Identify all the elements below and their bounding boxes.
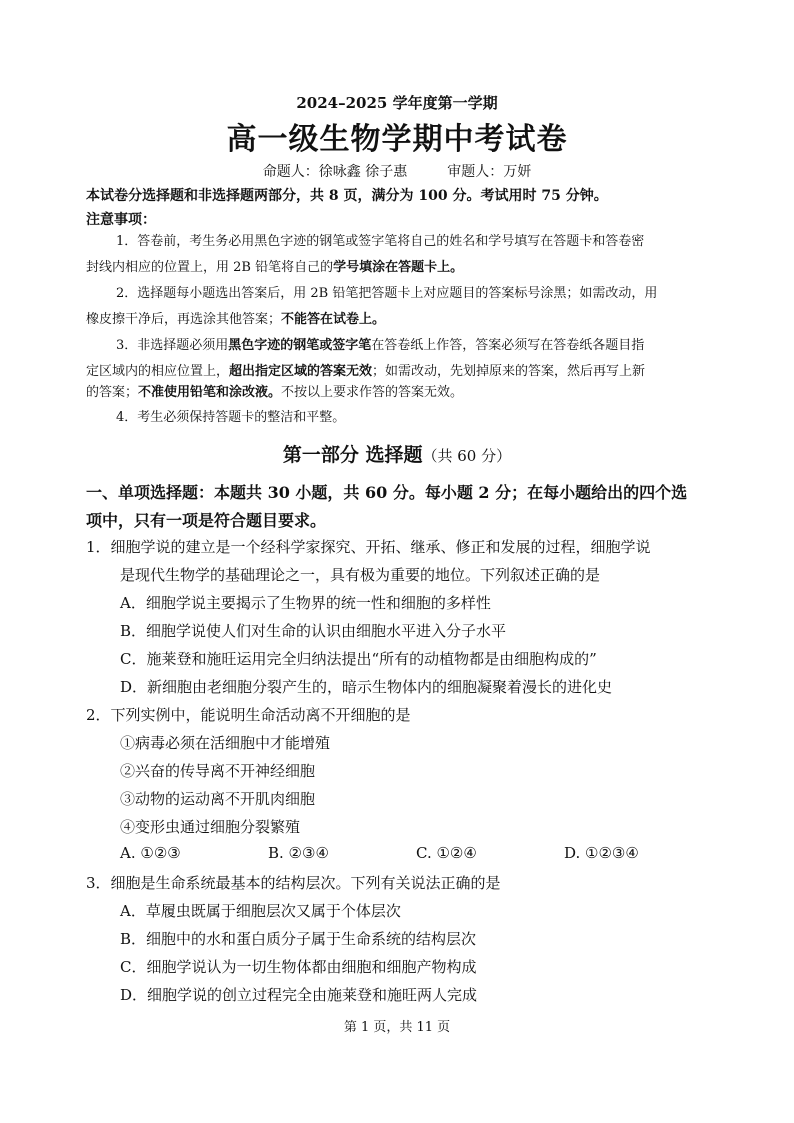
question-3-stem: 3．细胞是生命系统最基本的结构层次。下列有关说法正确的是 [86,874,501,892]
note-1-emphasis: 学号填涂在答题卡上。 [333,260,464,275]
section-heading-line-1: 一、单项选择题：本题共 30 小题，共 60 分。每小题 2 分；在每小题给出的四个选 [86,483,688,502]
question-3-option-b: B．细胞中的水和蛋白质分子属于生命系统的结构层次 [120,930,477,948]
question-2-item-1: ①病毒必须在活细胞中才能增殖 [120,734,331,752]
question-1-stem-line-2: 是现代生物学的基础理论之一，具有极为重要的地位。下列叙述正确的是 [120,566,601,584]
part-score: （共 60 分） [422,447,512,465]
note-3-text-d: ；如需改动，先划掉原来的答案，然后再写上新 [372,364,646,379]
note-3-emphasis-a: 黑色字迹的钢笔或签字笔 [228,338,372,353]
note-2-line-2 [86,307,385,333]
part-heading: 第一部分 选择题 [282,444,423,466]
note-3-emphasis-b: 超出指定区域的答案无效 [229,364,373,379]
note-2-line-1: 2．选择题每小题选出答案后，用 2B 铅笔把答题卡上对应题目的答案标号涂黑；如需改动，用 [116,286,658,301]
question-2-stem: 2．下列实例中，能说明生命活动离不开细胞的是 [86,706,411,724]
question-3-option-c: C．细胞学说认为一切生物体都由细胞和细胞产物构成 [120,958,477,976]
note-3-emphasis-c: 不准使用铅笔和涂改液。 [138,385,282,400]
question-1-option-b: B．细胞学说使人们对生命的认识由细胞水平进入分子水平 [120,622,507,640]
note-2-text: 橡皮擦干净后，再选涂其他答案； [86,312,282,327]
school-year: 2024–2025 学年度第一学期 [296,94,498,112]
question-2-item-3: ③动物的运动离不开肌肉细胞 [120,790,316,808]
question-2-option-b: B. ②③④ [268,844,329,862]
note-3-text-c: 定区域内的相应位置上， [86,364,230,379]
note-2-emphasis: 不能答在试卷上。 [281,312,386,327]
note-3-text-f: 不按以上要求作答的答案无效。 [281,385,464,400]
question-2-item-2: ②兴奋的传导离不开神经细胞 [120,762,316,780]
exam-title: 高一级生物学期中考试卷 [226,122,568,157]
question-3-option-d: D．细胞学说的创立过程完全由施莱登和施旺两人完成 [120,986,478,1004]
question-1-option-d: D．新细胞由老细胞分裂产生的，暗示生物体内的细胞凝聚着漫长的进化史 [120,678,613,696]
note-3-text-a: 3．非选择题必须用 [116,338,229,353]
question-1-stem-line-1: 1．细胞学说的建立是一个经科学家探究、开拓、继承、修正和发展的过程，细胞学说 [86,538,651,556]
question-2-option-c: C. ①②④ [416,844,477,862]
setter: 命题人：徐咏鑫 徐子惠 [262,164,408,180]
note-3-text-b: 在答卷纸上作答，答案必须写在答卷纸各题目指 [371,338,645,353]
note-3-line-1 [116,333,644,359]
note-1-line-2 [86,255,463,281]
section-heading-line-2: 项中，只有一项是符合题目要求。 [86,511,327,530]
question-2-option-a: A. ①②③ [120,844,181,862]
reviewer: 审题人：万妍 [447,164,532,180]
exam-intro: 本试卷分选择题和非选择题两部分，共 8 页，满分为 100 分。考试用时 75 分钟。 [86,188,608,204]
authors-line [0,161,794,181]
note-4: 4．考生必须保持答题卡的整洁和平整。 [116,410,346,425]
question-1-option-c: C．施莱登和施旺运用完全归纳法提出“所有的动植物都是由细胞构成的” [120,650,597,668]
page-number: 第 1 页，共 11 页 [343,1020,451,1035]
note-1-text: 封线内相应的位置上，用 2B 铅笔将自己的 [86,260,334,275]
note-3-line-3 [86,380,463,406]
question-3-option-a: A．草履虫既属于细胞层次又属于个体层次 [120,902,401,920]
question-2-option-d: D. ①②③④ [564,844,639,862]
question-2-item-4: ④变形虫通过细胞分裂繁殖 [120,818,301,836]
question-1-option-a: A．细胞学说主要揭示了生物界的统一性和细胞的多样性 [120,594,491,612]
notice-title: 注意事项： [86,212,156,228]
part-title [0,440,794,467]
note-1-line-1: 1．答卷前，考生务必用黑色字迹的钢笔或签字笔将自己的姓名和学号填写在答题卡和答卷密 [116,234,645,249]
note-3-text-e: 的答案； [86,385,139,400]
